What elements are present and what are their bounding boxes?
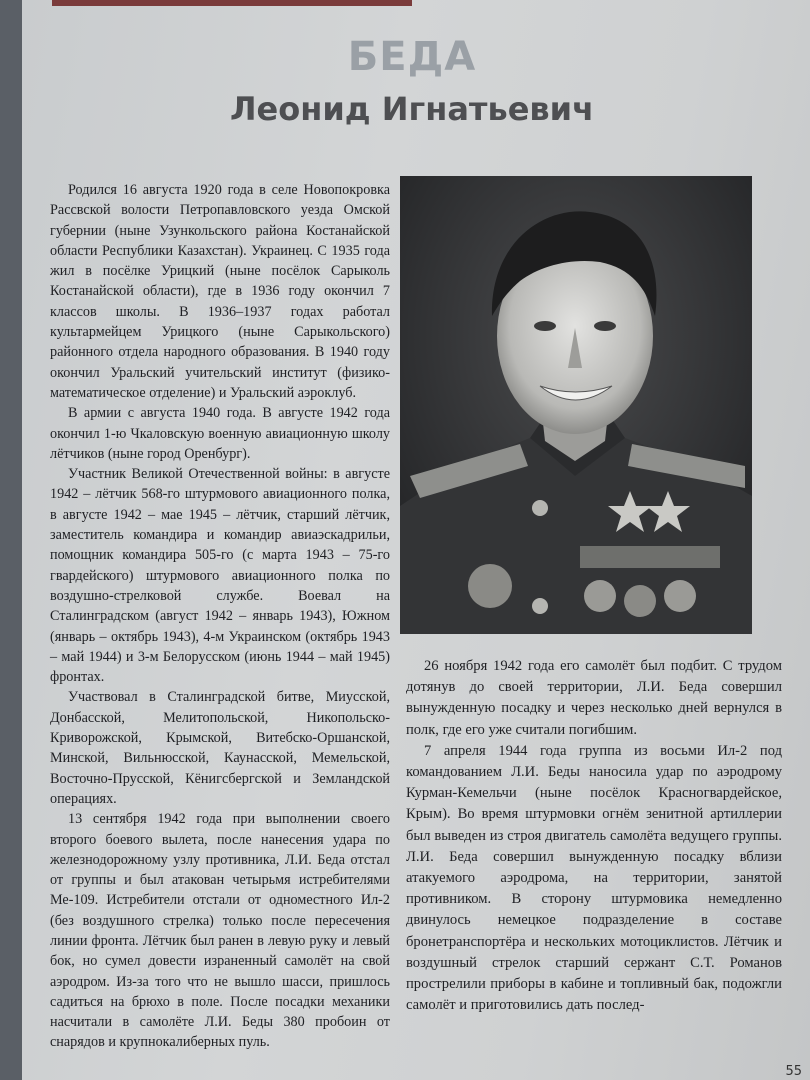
book-page [22,0,810,1080]
surname-heading: БЕДА [347,34,477,80]
decorative-strip [52,0,412,6]
fullname-heading: Леонид Игнатьевич [229,90,595,128]
paragraph: 7 апреля 1944 года группа из восьми Ил-2 под командованием Л.И. Беды наносила удар по аэродрому Курман-Кемельчи (ныне посёлок Красногвардейское, Крым). Во время штурмовки огнём зенитной артиллерии был выведен из строя двигатель самолёта ведущего группы. Л.И. Беда совершил вынужденную посадку вблизи атакуемого аэродрома, на территории, занятой противником. В сторону штурмовика немедленно двинулось немецкое подразделение в составе бронетранспортёра и нескольких мотоциклистов. Лётчик и воздушный стрелок старший сержант С.Т. Романов прострелили приборы в кабине и топливный бак, подожгли самолёт и приготовились дать послед- [406,742,782,1014]
paragraph: Родился 16 августа 1920 года в селе Новопокровка Рассвской волости Петропавловского уезда Омской губернии (ныне Узункольского района Костанайской области Республики Казахстан). Украинец. С 1935 года жил в посёлке Урицкий (ныне посёлок Сарыколь Костанайской области), где в 1936 году окончил 7 классов школы. В 1936–1937 годах работал культармейцем Урицкого (ныне Сарыкольского) районного отдела народного образования. В 1940 году окончил Уральский учительский институт (физико-математическое отделение) и Уральский аэроклуб. [50,182,390,401]
portrait-photo [400,176,752,634]
right-text-column [406,656,782,1016]
paragraph: Участвовал в Сталинградской битве, Миусской, Донбасской, Мелитопольской, Никопольско-Криворожской, Крымской, Витебско-Оршанской, Минской, Вильнюсской, Каунасской, Мемельской, Восточно-Прусской, Кёнигсбергской и Земландской операциях. [50,689,390,807]
left-text-column [50,180,390,1053]
paragraph: Участник Великой Отечественной войны: в августе 1942 – лётчик 568-го штурмового авиационного полка, в августе 1942 – мае 1945 – лётчик, старший лётчик, заместитель командира и командир авиаэскадрильи, помощник командира 505-го (с марта 1943 – 75-го гвардейского) штурмового авиационного полка по воздушно-стрелковой службе. Воевал на Сталинградском (август 1942 – январь 1943), Южном (январь – октябрь 1943), 4-м Украинском (октябрь 1943 – май 1944) и 3-м Белорусском (июнь 1944 – май 1945) фронтах. [50,466,390,686]
page-number: 55 [785,1064,802,1079]
paragraph: 13 сентября 1942 года при выполнении своего второго боевого вылета, после нанесения удара по железнодорожному узлу противника, Л.И. Беда отстал от группы и был атакован четырьмя истребителями Ме-109. Истребители отстали от одноместного Ил-2 (без воздушного стрелка) только после пересечения линии фронта. Лётчик был ранен в левую руку и левый бок, но сумел довести израненный самолёт на свой аэродром. Из-за того что не вышло шасси, пришлось садиться на брюхо в поле. После посадки механики насчитали в самолёте Л.И. Беды 380 пробоин от снарядов и крупнокалиберных пуль. [50,811,390,1051]
paragraph: 26 ноября 1942 года его самолёт был подбит. С трудом дотянув до своей территории, Л.И. Беда совершил вынужденную посадку и через несколько дней вернулся в полк, где его уже считали погибшим. [406,658,782,738]
paragraph: В армии с августа 1940 года. В августе 1942 года окончил 1-ю Чкаловскую военную авиационную школу лётчиков (ныне город Оренбург). [50,405,390,462]
